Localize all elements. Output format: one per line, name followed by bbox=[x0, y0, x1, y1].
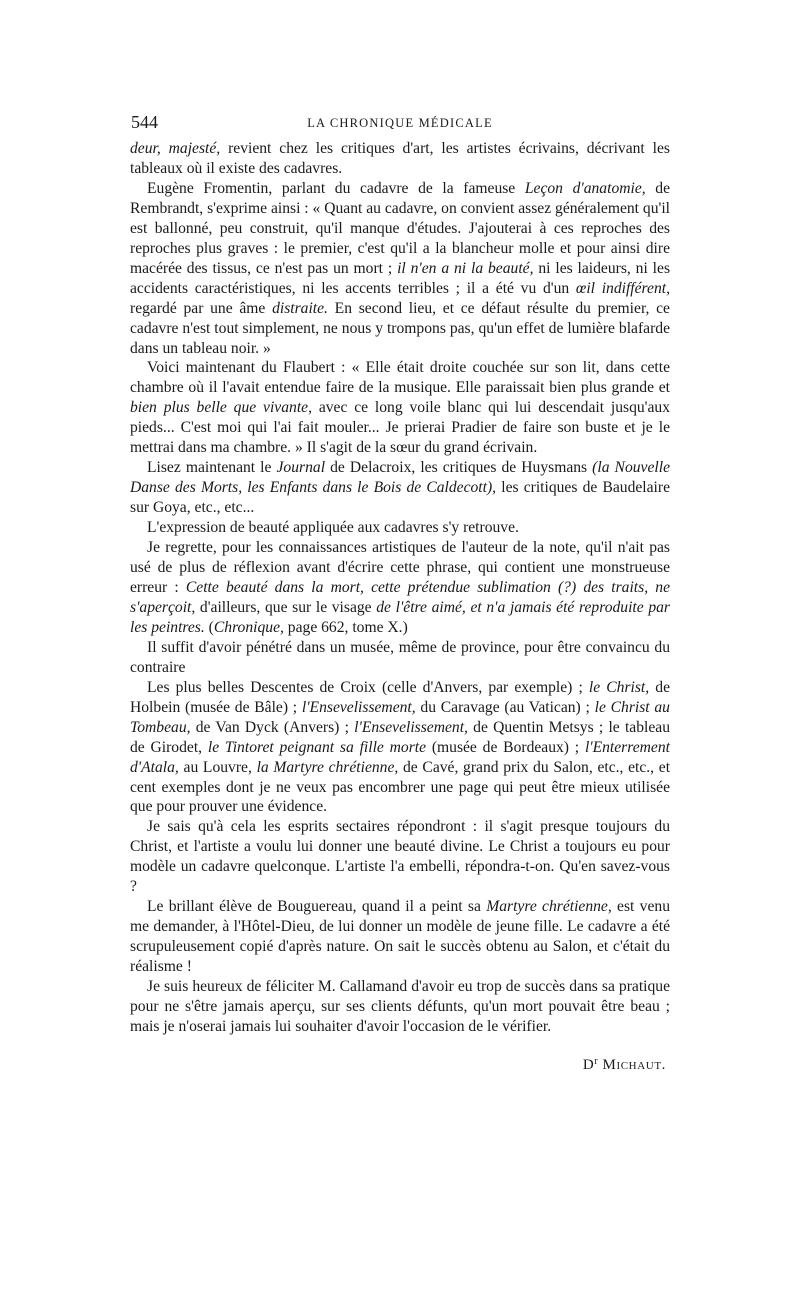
text-run: Les plus belles Descentes de Croix (celle d'Anvers, par exemple) ; bbox=[147, 678, 589, 696]
text-run: L'expression de beauté appliquée aux cadavres s'y retrouve. bbox=[147, 519, 519, 537]
text-run: les critiques de Baudelaire sur Goya, etc., etc... bbox=[130, 479, 670, 517]
paragraph bbox=[130, 638, 670, 678]
italic-text: deur, majesté, bbox=[130, 140, 221, 157]
text-run: de Van Dyck (Anvers) ; bbox=[190, 718, 355, 736]
text-run: est venu me demander, à l'Hôtel-Dieu, de lui donner un modèle de jeune fille. Le cadavre a été scrupuleusement copié d'après nature. On sait le succès obtenu au Salon, et c'était du réalisme ! bbox=[130, 898, 670, 976]
text-run: de Quentin Metsys ; le tableau de Girodet, bbox=[130, 718, 670, 756]
page-header bbox=[130, 112, 670, 136]
signature-name: Michaut. bbox=[602, 1056, 666, 1073]
text-run: de Rembrandt, s'exprime ainsi : « Quant au cadavre, on convient assez généralement qu'il est ballonné, peu construit, qu'il manque d'études. J'ajouterai à ces reproches des reproches plus graves : le premier, c'est qu'il a la blancheur molle et pour ainsi dire macérée des tissus, ce n'est pas un mort ; bbox=[130, 179, 670, 277]
text-run: Je suis heureux de féliciter M. Callamand d'avoir eu trop de succès dans sa pratique pour ne s'être jamais aperçu, sur ses clients défunts, qu'un mort pouvait être beau ; mais je n'oserai jamais lui souhaiter d'avoir l'occasion de le vérifier. bbox=[130, 978, 670, 1035]
text-run: de Cavé, grand prix du Salon, etc., etc., et cent exemples dont je ne veux pas encombrer une page qui peut être mieux utilisée que pour prouver une évidence. bbox=[130, 758, 671, 816]
italic-text: œil indifférent, bbox=[575, 279, 670, 297]
italic-text: le Christ au Tombeau, bbox=[130, 698, 670, 736]
paragraph bbox=[130, 977, 670, 1037]
italic-text: de l'être aimé, et n'a jamais été reproduite par les peintres. bbox=[130, 598, 670, 636]
text-run: Eugène Fromentin, parlant du cadavre de la fameuse bbox=[147, 179, 525, 197]
paragraph bbox=[130, 518, 670, 538]
paragraph bbox=[130, 458, 670, 518]
author-signature bbox=[130, 1056, 670, 1074]
text-run: Je sais qu'à cela les esprits sectaires répondront : il s'agit presque toujours du Christ, et l'artiste a voulu lui donner une beauté divine. Le Christ a toujours eu pour modèle un cadavre quelconque. L'artiste l'a embelli, répondra-t-on. Qu'en savez-vous ? bbox=[130, 818, 670, 896]
text-run: Il suffit d'avoir pénétré dans un musée, même de province, pour être convaincu du contraire bbox=[130, 638, 670, 676]
text-run: En second lieu, et ce défaut résulte du premier, ce cadavre n'est tout simplement, ne nous y trompons pas, qu'un effet de lumière blafarde dans un tableau noir. » bbox=[130, 299, 670, 357]
italic-text: (la Nouvelle Danse des Morts, les Enfants dans le Bois de Caldecott), bbox=[130, 459, 670, 497]
italic-text: le Christ, bbox=[588, 678, 650, 696]
signature-title-superscript: r bbox=[594, 1055, 599, 1067]
text-run: Je regrette, pour les connaissances artistiques de l'auteur de la note, qu'il n'ait pas usé de plus de réflexion avant d'écrire cette phrase, qui contient une monstrueuse erreur : bbox=[130, 539, 670, 596]
paragraph bbox=[130, 179, 670, 359]
italic-text: il n'en a ni la beauté, bbox=[397, 259, 534, 277]
italic-text: l'Ensevelissement, bbox=[354, 718, 468, 736]
italic-text: Journal bbox=[276, 459, 326, 477]
text-run: page 662, tome X.) bbox=[283, 618, 408, 636]
italic-text: la Martyre chrétienne, bbox=[256, 758, 399, 776]
running-title: LA CHRONIQUE MÉDICALE bbox=[307, 116, 493, 130]
text-run: revient chez les critiques d'art, les artistes écrivains, décrivant les tableaux où il existe des cadavres. bbox=[130, 140, 670, 177]
article-body bbox=[130, 139, 670, 1037]
paragraph bbox=[130, 139, 670, 179]
text-run: (musée de Bordeaux) ; bbox=[426, 738, 585, 756]
text-run: de Delacroix, les critiques de Huysmans bbox=[325, 459, 593, 477]
italic-text: l'Ensevelissement, bbox=[301, 698, 416, 716]
italic-text: bien plus belle que vivante, bbox=[130, 399, 312, 417]
italic-text: Chronique, bbox=[213, 618, 284, 636]
italic-text: l'Enterrement d'Atala, bbox=[130, 738, 670, 776]
text-run: au Louvre, bbox=[178, 758, 257, 776]
signature-title: D bbox=[582, 1056, 595, 1073]
italic-text: Martyre chrétienne, bbox=[486, 898, 612, 916]
text-run: Lisez maintenant le bbox=[147, 459, 277, 477]
text-run: ( bbox=[204, 618, 214, 636]
paragraph bbox=[130, 358, 670, 458]
paragraph bbox=[130, 538, 670, 638]
text-run: ni les laideurs, ni les accidents caractéristiques, ni les accents terribles ; il a été vu d'un bbox=[130, 259, 671, 297]
italic-text: Leçon d'anatomie, bbox=[524, 179, 646, 197]
paragraph bbox=[130, 897, 670, 977]
text-run: avec ce long voile blanc qui lui descendait jusqu'aux pieds... C'est moi qui l'ai fait mouler... Je prierai Pradier de faire son buste et je le mettrai dans ma chambre. » Il s'agit de la sœur du grand écrivain. bbox=[130, 399, 670, 457]
text-run: de Holbein (musée de Bâle) ; bbox=[130, 678, 670, 716]
text-run: du Caravage (au Vatican) ; bbox=[415, 698, 595, 716]
page-number: 544 bbox=[131, 112, 158, 132]
paragraph bbox=[130, 817, 670, 897]
text-run: regardé par une âme bbox=[130, 299, 273, 317]
document-page bbox=[130, 112, 670, 1074]
italic-text: Cette beauté dans la mort, cette prétendue sublimation (?) des traits, ne s'aperçoit, bbox=[130, 578, 670, 616]
paragraph bbox=[130, 678, 670, 818]
text-run: Voici maintenant du Flaubert : « Elle était droite couchée sur son lit, dans cette chambre où il l'avait entendue faire de la musique. Elle paraissait bien plus grande et bbox=[130, 359, 670, 397]
text-run: d'ailleurs, que sur le visage bbox=[195, 598, 377, 616]
text-run: Le brillant élève de Bouguereau, quand il a peint sa bbox=[147, 898, 487, 916]
italic-text: distraite. bbox=[272, 299, 328, 317]
italic-text: le Tintoret peignant sa fille morte bbox=[207, 738, 427, 756]
